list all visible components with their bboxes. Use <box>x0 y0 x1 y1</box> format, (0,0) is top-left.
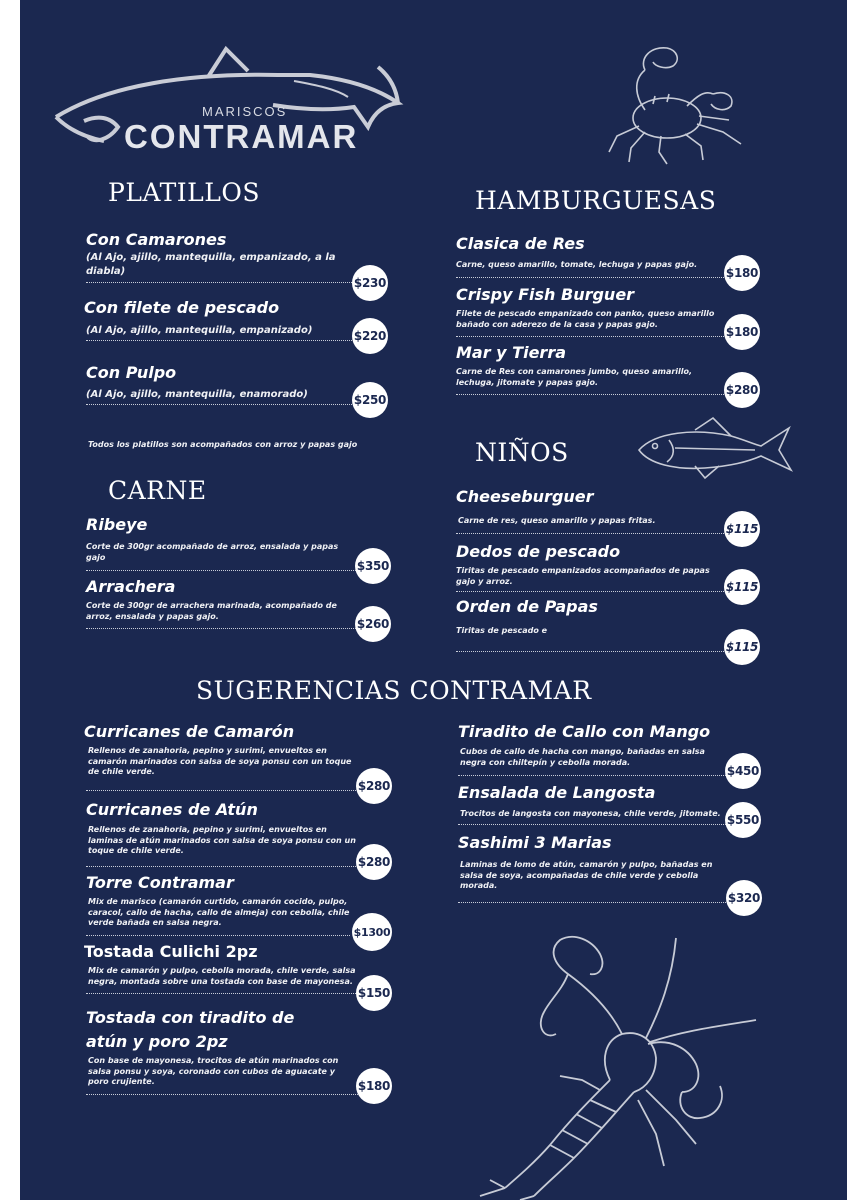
item-desc: Rellenos de zanahoria, pepino y surimi, envueltos en laminas de atún marinados con salsa de soya ponsu con un toque de chile verde. <box>88 825 356 855</box>
dotted-leader <box>456 591 726 592</box>
item-name: Dedos de pescado <box>456 542 621 561</box>
item-desc: Carne, queso amarillo, tomate, lechuga y papas gajo. <box>456 260 698 269</box>
item-name: Con Camarones <box>86 230 227 249</box>
price-badge: $150 <box>356 975 392 1011</box>
crab-illustration <box>605 40 745 165</box>
price-badge: $280 <box>356 844 392 880</box>
price-badge: $280 <box>356 768 392 804</box>
item-name: Con filete de pescado <box>84 298 280 317</box>
dotted-leader <box>456 651 726 652</box>
price-badge: $220 <box>352 318 388 354</box>
dotted-leader <box>86 628 356 629</box>
item-name: Orden de Papas <box>456 597 598 616</box>
dotted-leader <box>456 336 726 337</box>
item-name: Crispy Fish Burguer <box>456 285 635 304</box>
item-desc: Mix de camarón y pulpo, cebolla morada, chile verde, salsa negra, montada sobre una tostada con base de mayonesa. <box>88 966 356 986</box>
platillos-note: Todos los platillos son acompañados con arroz y papas gajo <box>88 440 358 449</box>
price-badge: $115 <box>724 511 760 547</box>
price-badge: $250 <box>352 382 388 418</box>
section-title-hamburguesas: HAMBURGUESAS <box>475 186 717 215</box>
dotted-leader <box>86 404 356 405</box>
dotted-leader <box>86 282 356 283</box>
price-badge: $450 <box>725 753 761 789</box>
item-name: Tostada Culichi 2pz <box>84 942 258 961</box>
item-name: Curricanes de Atún <box>86 800 258 819</box>
price-badge: $115 <box>724 629 760 665</box>
price-badge: $115 <box>724 569 760 605</box>
item-name: Torre Contramar <box>86 873 234 892</box>
price-badge: $550 <box>725 802 761 838</box>
dotted-leader <box>86 340 356 341</box>
item-desc: Mix de marisco (camarón curtido, camarón cocido, pulpo, caracol, callo de hacha, callo de almeja) con cebolla, chile verde bañada en salsa negra. <box>88 897 350 927</box>
item-desc: (Al Ajo, ajillo, mantequilla, enamorado) <box>86 389 308 400</box>
item-name: Ribeye <box>86 515 148 534</box>
dotted-leader <box>458 824 726 825</box>
dotted-leader <box>86 993 358 994</box>
brand-name: CONTRAMAR <box>124 118 359 155</box>
item-desc: (Al Ajo, ajillo, mantequilla, empanizado, a la diabla) <box>86 252 336 277</box>
item-name: Curricanes de Camarón <box>84 722 295 741</box>
item-desc: Con base de mayonesa, trocitos de atún marinados con salsa ponsu y soya, coronado con cubos de aguacate y poro crujiente. <box>88 1056 339 1086</box>
item-name: Ensalada de Langosta <box>458 783 656 802</box>
price-badge: $1300 <box>352 913 392 951</box>
price-badge: $180 <box>724 314 760 350</box>
price-badge: $320 <box>726 880 762 916</box>
dotted-leader <box>86 1094 358 1095</box>
item-desc: Corte de 300gr acompañado de arroz, ensalada y papas gajo <box>86 542 339 562</box>
item-desc: Rellenos de zanahoria, pepino y surimi, envueltos en camarón marinados con salsa de soya ponsu con un toque de chile verde. <box>88 746 352 776</box>
item-desc: Carne de res, queso amarillo y papas fritas. <box>458 516 656 525</box>
section-title-platillos: PLATILLOS <box>108 178 260 207</box>
price-badge: $180 <box>356 1068 392 1104</box>
section-title-carne: CARNE <box>108 476 207 505</box>
item-name: Mar y Tierra <box>456 343 567 362</box>
item-name: Tostada con tiradito de atún y poro 2pz <box>86 1008 295 1051</box>
section-title-ninos: NIÑOS <box>475 438 569 467</box>
price-badge: $280 <box>724 372 760 408</box>
dotted-leader <box>86 935 350 936</box>
dotted-leader <box>86 866 358 867</box>
item-desc: Tiritas de pescado empanizados acompañados de papas gajo y arroz. <box>456 566 710 586</box>
lobster-illustration <box>450 930 760 1200</box>
dotted-leader <box>456 277 726 278</box>
item-desc: Corte de 300gr de arrachera marinada, acompañado de arroz, ensalada y papas gajo. <box>86 601 337 621</box>
item-name: Clasica de Res <box>456 234 585 253</box>
menu-board <box>20 0 847 1200</box>
dotted-leader <box>86 790 358 791</box>
item-name: Con Pulpo <box>86 363 177 382</box>
fish-illustration <box>635 418 795 480</box>
dotted-leader <box>86 570 356 571</box>
item-desc: Laminas de lomo de atún, camarón y pulpo, bañadas en salsa de soya, acompañadas de chile verde y cebolla morada. <box>460 860 713 890</box>
item-desc: Filete de pescado empanizado con panko, queso amarillo bañado con aderezo de la casa y papas gajo. <box>456 309 715 329</box>
dotted-leader <box>456 394 726 395</box>
price-badge: $230 <box>352 265 388 301</box>
item-name: Arrachera <box>86 577 176 596</box>
item-desc: Carne de Res con camarones jumbo, queso amarillo, lechuga, jitomate y papas gajo. <box>456 367 693 387</box>
price-badge: $260 <box>355 606 391 642</box>
item-name: Cheeseburguer <box>456 487 594 506</box>
price-badge: $350 <box>355 548 391 584</box>
dotted-leader <box>458 775 726 776</box>
item-desc: Trocitos de langosta con mayonesa, chile verde, jitomate. <box>460 809 721 818</box>
item-name: Tiradito de Callo con Mango <box>458 722 711 741</box>
dotted-leader <box>458 902 726 903</box>
brand-small: MARISCOS <box>202 104 288 119</box>
section-title-sugerencias: SUGERENCIAS CONTRAMAR <box>196 676 592 705</box>
item-name: Sashimi 3 Marias <box>458 833 612 852</box>
dotted-leader <box>456 533 726 534</box>
item-desc: Tiritas de pescado e <box>456 626 548 635</box>
price-badge: $180 <box>724 255 760 291</box>
item-desc: Cubos de callo de hacha con mango, bañadas en salsa negra con chiltepín y cebolla morada. <box>460 747 705 767</box>
item-desc: (Al Ajo, ajillo, mantequilla, empanizado) <box>86 325 313 336</box>
